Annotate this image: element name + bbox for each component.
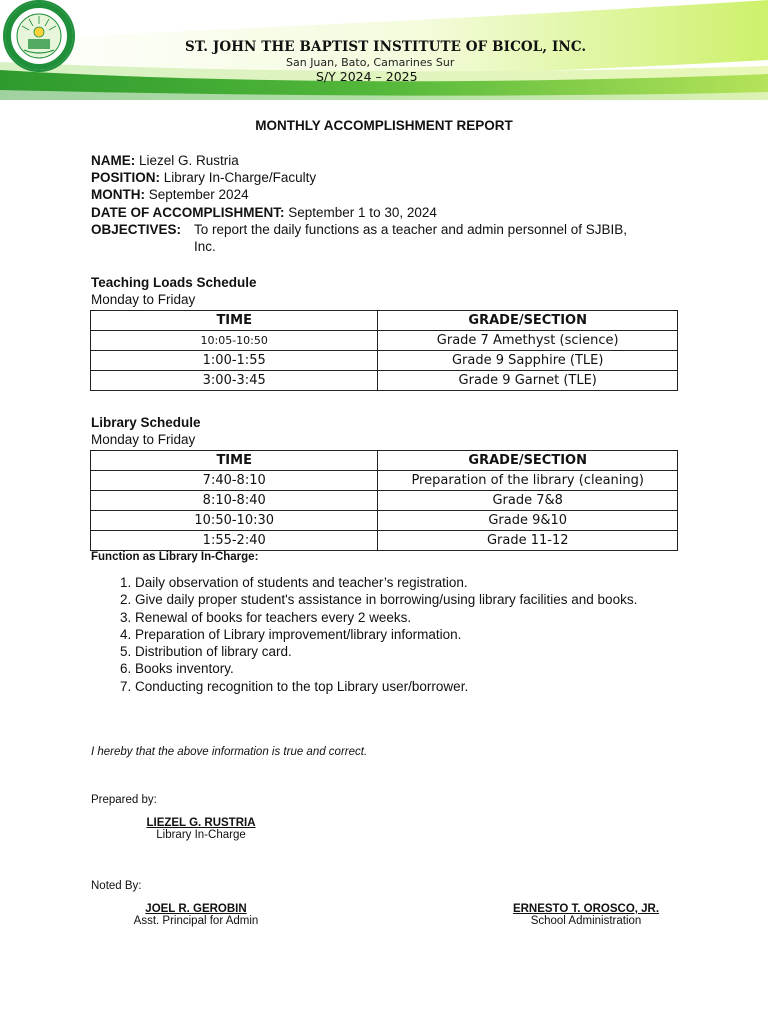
prepared-by-label: Prepared by: <box>91 794 157 806</box>
column-header-time: TIME <box>91 311 378 331</box>
time-cell: 1:00-1:55 <box>91 351 378 371</box>
signatory-name: LIEZEL G. RUSTRIA <box>146 817 256 829</box>
date-label: DATE OF ACCOMPLISHMENT: <box>91 204 285 220</box>
table-row <box>91 371 678 391</box>
position-label: POSITION: <box>91 170 161 186</box>
objectives-row <box>91 221 691 255</box>
position-row <box>91 169 691 186</box>
certification-statement: I hereby that the above information is true and correct. <box>91 746 368 758</box>
functions-list <box>91 574 715 695</box>
grade-section-cell: Grade 7&8 <box>378 491 678 511</box>
table-header-row <box>91 451 678 471</box>
employee-info <box>91 152 691 255</box>
signatory-role: Library In-Charge <box>156 829 246 841</box>
school-name: ST. JOHN THE BAPTIST INSTITUTE OF BICOL, INC. <box>185 39 587 55</box>
library-schedule-title: Library Schedule <box>91 415 201 430</box>
school-seal-logo <box>0 0 78 72</box>
table-row <box>91 531 678 551</box>
grade-section-cell: Grade 9 Sapphire (TLE) <box>378 351 678 371</box>
signatory-role: Asst. Principal for Admin <box>133 915 259 927</box>
list-item: 2. Give daily proper student's assistance in borrowing/using library facilities and books. <box>135 591 715 608</box>
teaching-schedule-title: Teaching Loads Schedule <box>91 275 257 290</box>
grade-section-cell: Grade 9&10 <box>378 511 678 531</box>
list-item: 6. Books inventory. <box>135 660 715 677</box>
column-header-time: TIME <box>91 451 378 471</box>
list-item: 1. Daily observation of students and teacher’s registration. <box>135 574 715 591</box>
date-value: September 1 to 30, 2024 <box>288 204 437 220</box>
signatory-name: JOEL R. GEROBIN <box>145 903 247 915</box>
table-row <box>91 471 678 491</box>
column-header-grade-section: GRADE/SECTION <box>378 311 678 331</box>
signatory-role: School Administration <box>530 915 642 927</box>
grade-section-cell: Grade 11-12 <box>378 531 678 551</box>
time-cell: 10:50-10:30 <box>91 511 378 531</box>
position-value: Library In-Charge/Faculty <box>163 170 317 186</box>
time-cell: 7:40-8:10 <box>91 471 378 491</box>
table-row <box>91 511 678 531</box>
list-item: 4. Preparation of Library improvement/library information. <box>135 626 715 643</box>
table-row <box>91 491 678 511</box>
grade-section-cell: Preparation of the library (cleaning) <box>378 471 678 491</box>
time-cell: 1:55-2:40 <box>91 531 378 551</box>
header-banner <box>0 0 768 100</box>
column-header-grade-section: GRADE/SECTION <box>378 451 678 471</box>
report-title: MONTHLY ACCOMPLISHMENT REPORT <box>255 118 513 133</box>
time-cell: 8:10-8:40 <box>91 491 378 511</box>
name-label: NAME: <box>91 153 136 168</box>
time-cell: 10:05-10:50 <box>91 331 378 351</box>
table-row <box>91 351 678 371</box>
signatory-name: ERNESTO T. OROSCO, JR. <box>512 903 660 915</box>
list-item: 3. Renewal of books for teachers every 2 weeks. <box>135 609 715 626</box>
month-label: MONTH: <box>91 187 145 203</box>
grade-section-cell: Grade 9 Garnet (TLE) <box>378 371 678 391</box>
name-row <box>91 152 691 169</box>
library-schedule-table <box>90 450 678 551</box>
objectives-label: OBJECTIVES: <box>91 221 182 237</box>
noted-by-signature-1 <box>106 903 286 927</box>
date-row <box>91 204 691 221</box>
table-row <box>91 331 678 351</box>
school-year: S/Y 2024 – 2025 <box>316 69 418 84</box>
table-header-row <box>91 311 678 331</box>
grade-section-cell: Grade 7 Amethyst (science) <box>378 331 678 351</box>
list-item: 7. Conducting recognition to the top Library user/borrower. <box>135 678 715 695</box>
time-cell: 3:00-3:45 <box>91 371 378 391</box>
functions-title: Function as Library In-Charge: <box>91 551 259 563</box>
month-row <box>91 186 691 203</box>
teaching-schedule-table <box>90 310 678 391</box>
prepared-by-signature <box>128 817 274 841</box>
noted-by-label: Noted By: <box>91 880 142 892</box>
teaching-schedule-days: Monday to Friday <box>91 292 196 307</box>
noted-by-signature-2 <box>486 903 686 927</box>
objectives-value: To report the daily functions as a teacher and admin personnel of SJBIB, Inc. <box>194 221 628 255</box>
library-schedule-days: Monday to Friday <box>91 432 196 447</box>
list-item: 5. Distribution of library card. <box>135 643 715 660</box>
school-address: San Juan, Bato, Camarines Sur <box>286 56 455 69</box>
name-value: Liezel G. Rustria <box>139 153 239 168</box>
month-value: September 2024 <box>148 187 249 203</box>
